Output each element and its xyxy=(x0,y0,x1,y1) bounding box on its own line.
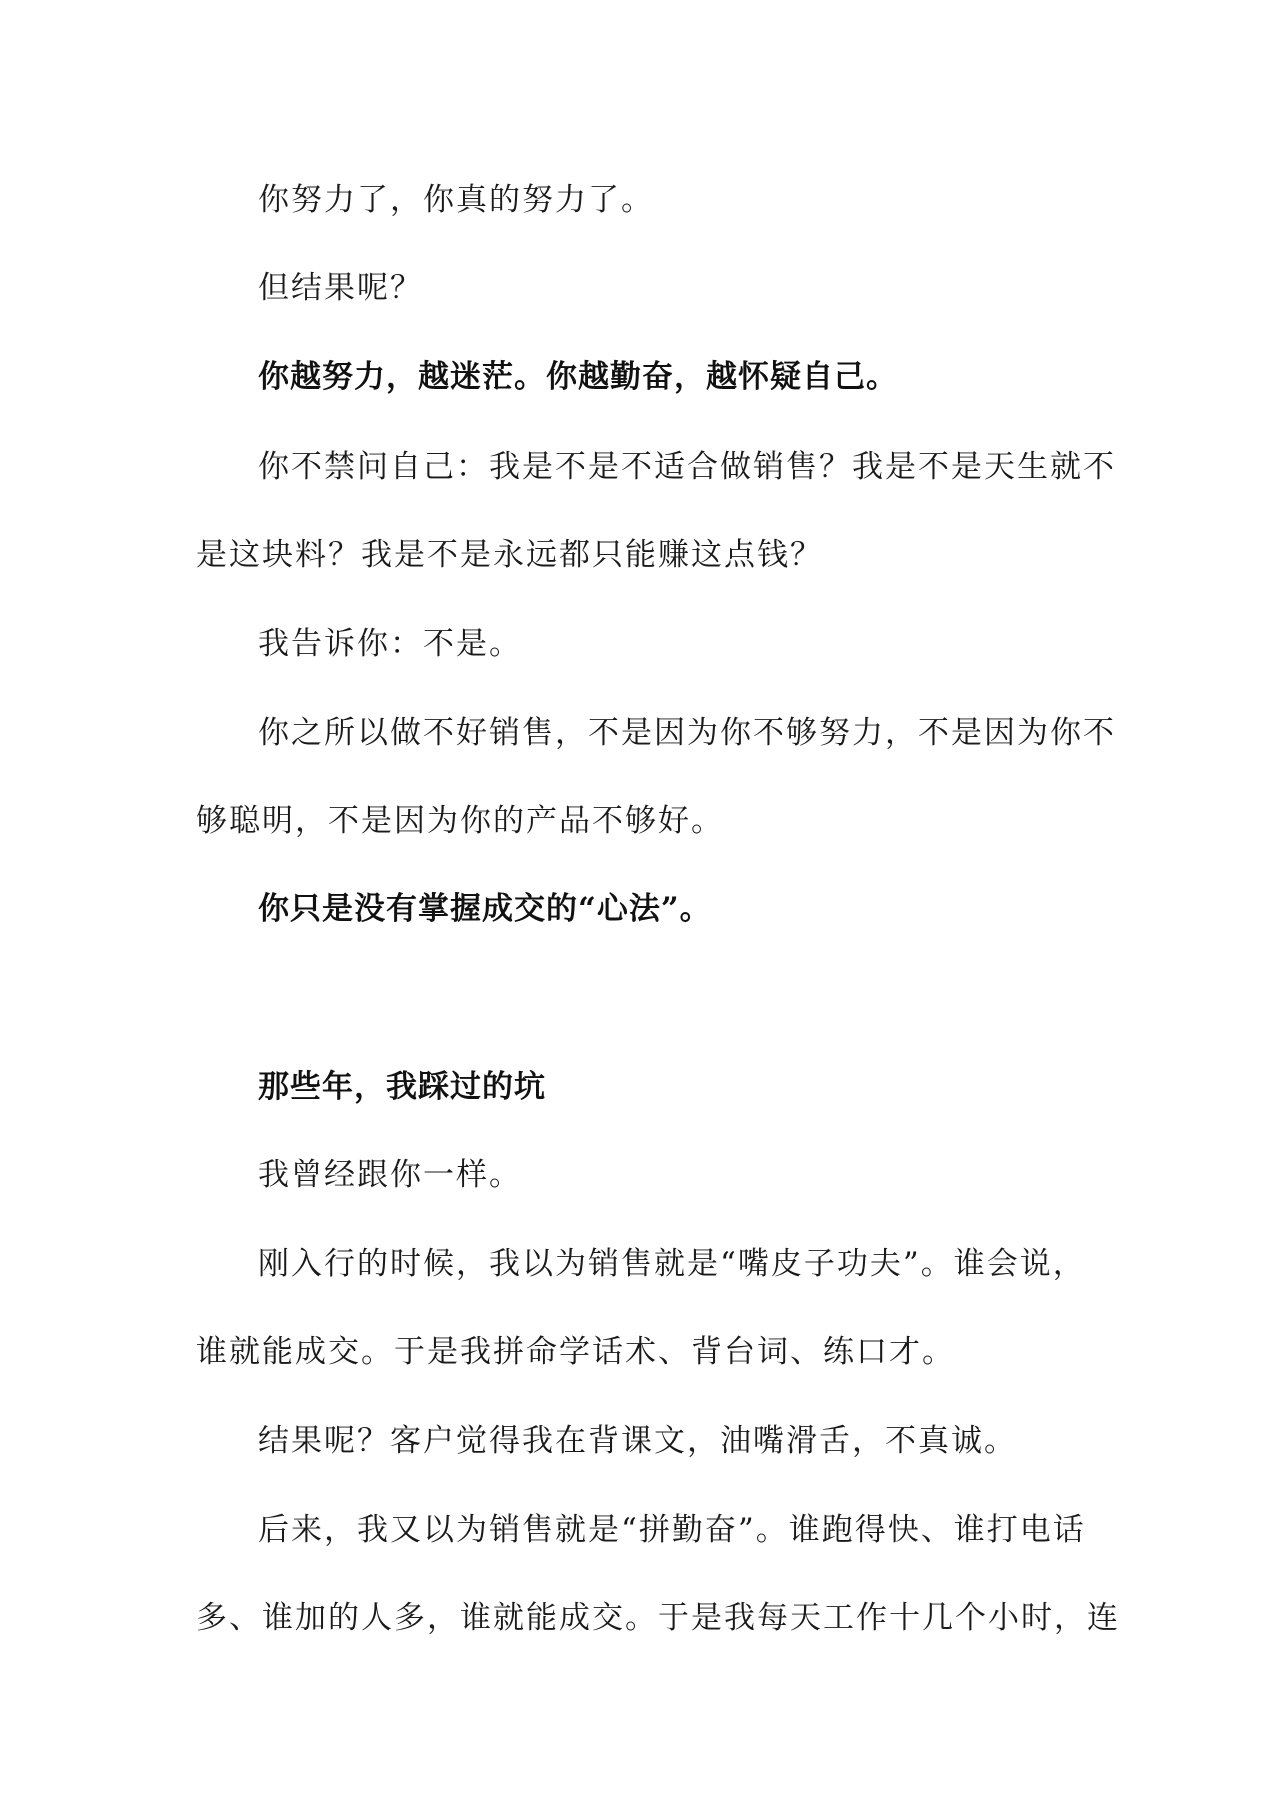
paragraph-diligence-line2: 多、谁加的人多，谁就能成交。于是我每天工作十几个小时，连 xyxy=(196,1600,1120,1636)
paragraph-result-question: 但结果呢？ xyxy=(258,270,423,306)
paragraph-self-doubt-line2: 是这块料？我是不是永远都只能赚这点钱？ xyxy=(196,537,823,573)
paragraph-self-doubt-line1: 你不禁问自己：我是不是不适合做销售？我是不是天生就不 xyxy=(258,449,1116,485)
paragraph-answer-no: 我告诉你：不是。 xyxy=(258,626,522,662)
paragraph-same-as-you: 我曾经跟你一样。 xyxy=(258,1157,522,1193)
paragraph-diligence-line1: 后来，我又以为销售就是“拼勤奋”。谁跑得快、谁打电话 xyxy=(258,1512,1086,1548)
paragraph-mindset-bold: 你只是没有掌握成交的“心法”。 xyxy=(258,891,712,927)
paragraph-talk-skill-line2: 谁就能成交。于是我拼命学话术、背台词、练口才。 xyxy=(196,1334,955,1370)
paragraph-confusion-bold: 你越努力，越迷茫。你越勤奋，越怀疑自己。 xyxy=(258,359,898,395)
paragraph-client-reaction: 结果呢？客户觉得我在背课文，油嘴滑舌，不真诚。 xyxy=(258,1423,1017,1459)
paragraph-reason-line2: 够聪明，不是因为你的产品不够好。 xyxy=(196,803,724,839)
paragraph-talk-skill-line1: 刚入行的时候，我以为销售就是“嘴皮子功夫”。谁会说， xyxy=(258,1246,1086,1282)
section-heading: 那些年，我踩过的坑 xyxy=(258,1069,546,1105)
paragraph-effort: 你努力了，你真的努力了。 xyxy=(258,182,654,218)
paragraph-reason-line1: 你之所以做不好销售，不是因为你不够努力，不是因为你不 xyxy=(258,715,1116,751)
